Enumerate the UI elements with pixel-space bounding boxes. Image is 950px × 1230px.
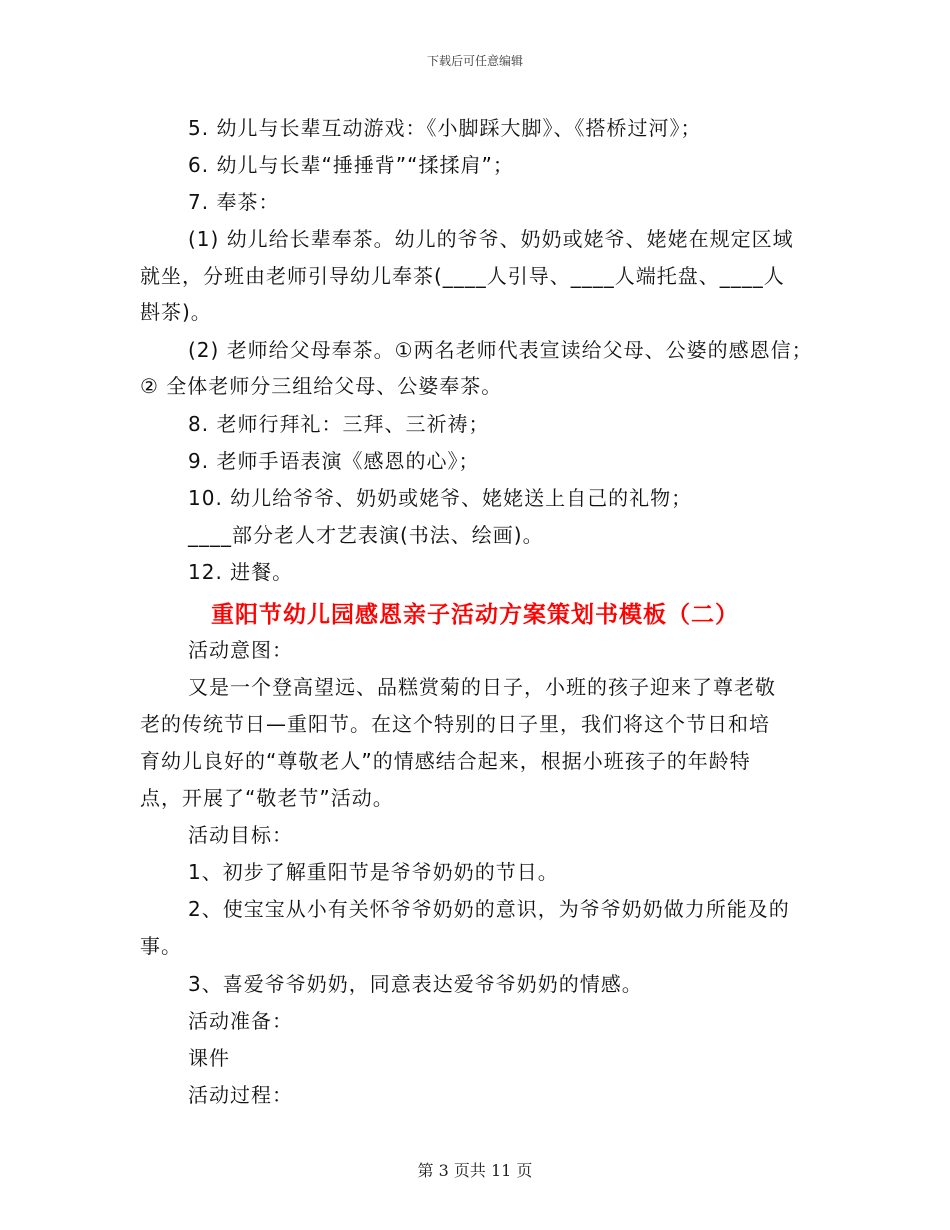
text-line: 10. 幼儿给爷爷、奶奶或姥爷、姥姥送上自己的礼物； — [188, 486, 693, 510]
text-line: 5. 幼儿与长辈互动游戏：《小脚踩大脚》、《搭桥过河》； — [188, 116, 702, 140]
text-line: 老的传统节日—重阳节。在这个特别的日子里，我们将这个节日和培 — [140, 712, 770, 736]
text-line: ____部分老人才艺表演(书法、绘画)。 — [188, 523, 544, 547]
text-line: 事。 — [140, 934, 182, 958]
text-line: 2、使宝宝从小有关怀爷爷奶奶的意识，为爷爷奶奶做力所能及的 — [188, 897, 790, 921]
text-line: 育幼儿良好的“尊敬老人”的情感结合起来，根据小班孩子的年龄特 — [140, 749, 751, 773]
section-title: 重阳节幼儿园感恩亲子活动方案策划书模板（二） — [211, 602, 739, 628]
text-line: 课件 — [188, 1046, 230, 1070]
text-line: 8. 老师行拜礼：三拜、三祈祷； — [188, 412, 490, 436]
page-footer: 第 3 页共 11 页 — [417, 1161, 533, 1180]
text-line: 就坐，分班由老师引导幼儿奉茶(____人引导、____人端托盘、____人 — [140, 264, 785, 288]
text-line: 6. 幼儿与长辈“捶捶背”“揉揉肩”； — [188, 153, 514, 177]
text-line: 活动目标： — [188, 823, 293, 847]
text-line: 活动准备： — [188, 1009, 293, 1033]
text-line: 活动意图： — [188, 638, 293, 662]
text-line: 1、初步了解重阳节是爷爷奶奶的节日。 — [188, 860, 559, 884]
text-line: 又是一个登高望远、品糕赏菊的日子，小班的孩子迎来了尊老敬 — [188, 675, 776, 699]
text-line: (2) 老师给父母奉茶。①两名老师代表宣读给父母、公婆的感恩信； — [188, 338, 813, 362]
text-line: 9. 老师手语表演《感恩的心》； — [188, 449, 480, 473]
page-header: 下载后可任意编辑 — [426, 54, 523, 68]
text-line: 12. 进餐。 — [188, 560, 294, 584]
text-line: 活动过程： — [188, 1083, 293, 1107]
text-line: ② 全体老师分三组给父母、公婆奉茶。 — [140, 374, 503, 398]
text-line: (1) 幼儿给长辈奉茶。幼儿的爷爷、奶奶或姥爷、姥姥在规定区域 — [188, 227, 794, 251]
text-line: 点，开展了“敬老节”活动。 — [140, 786, 394, 810]
text-line: 斟茶)。 — [140, 300, 212, 324]
text-line: 7. 奉茶： — [188, 190, 280, 214]
text-line: 3、喜爱爷爷奶奶，同意表达爱爷爷奶奶的情感。 — [188, 972, 643, 996]
